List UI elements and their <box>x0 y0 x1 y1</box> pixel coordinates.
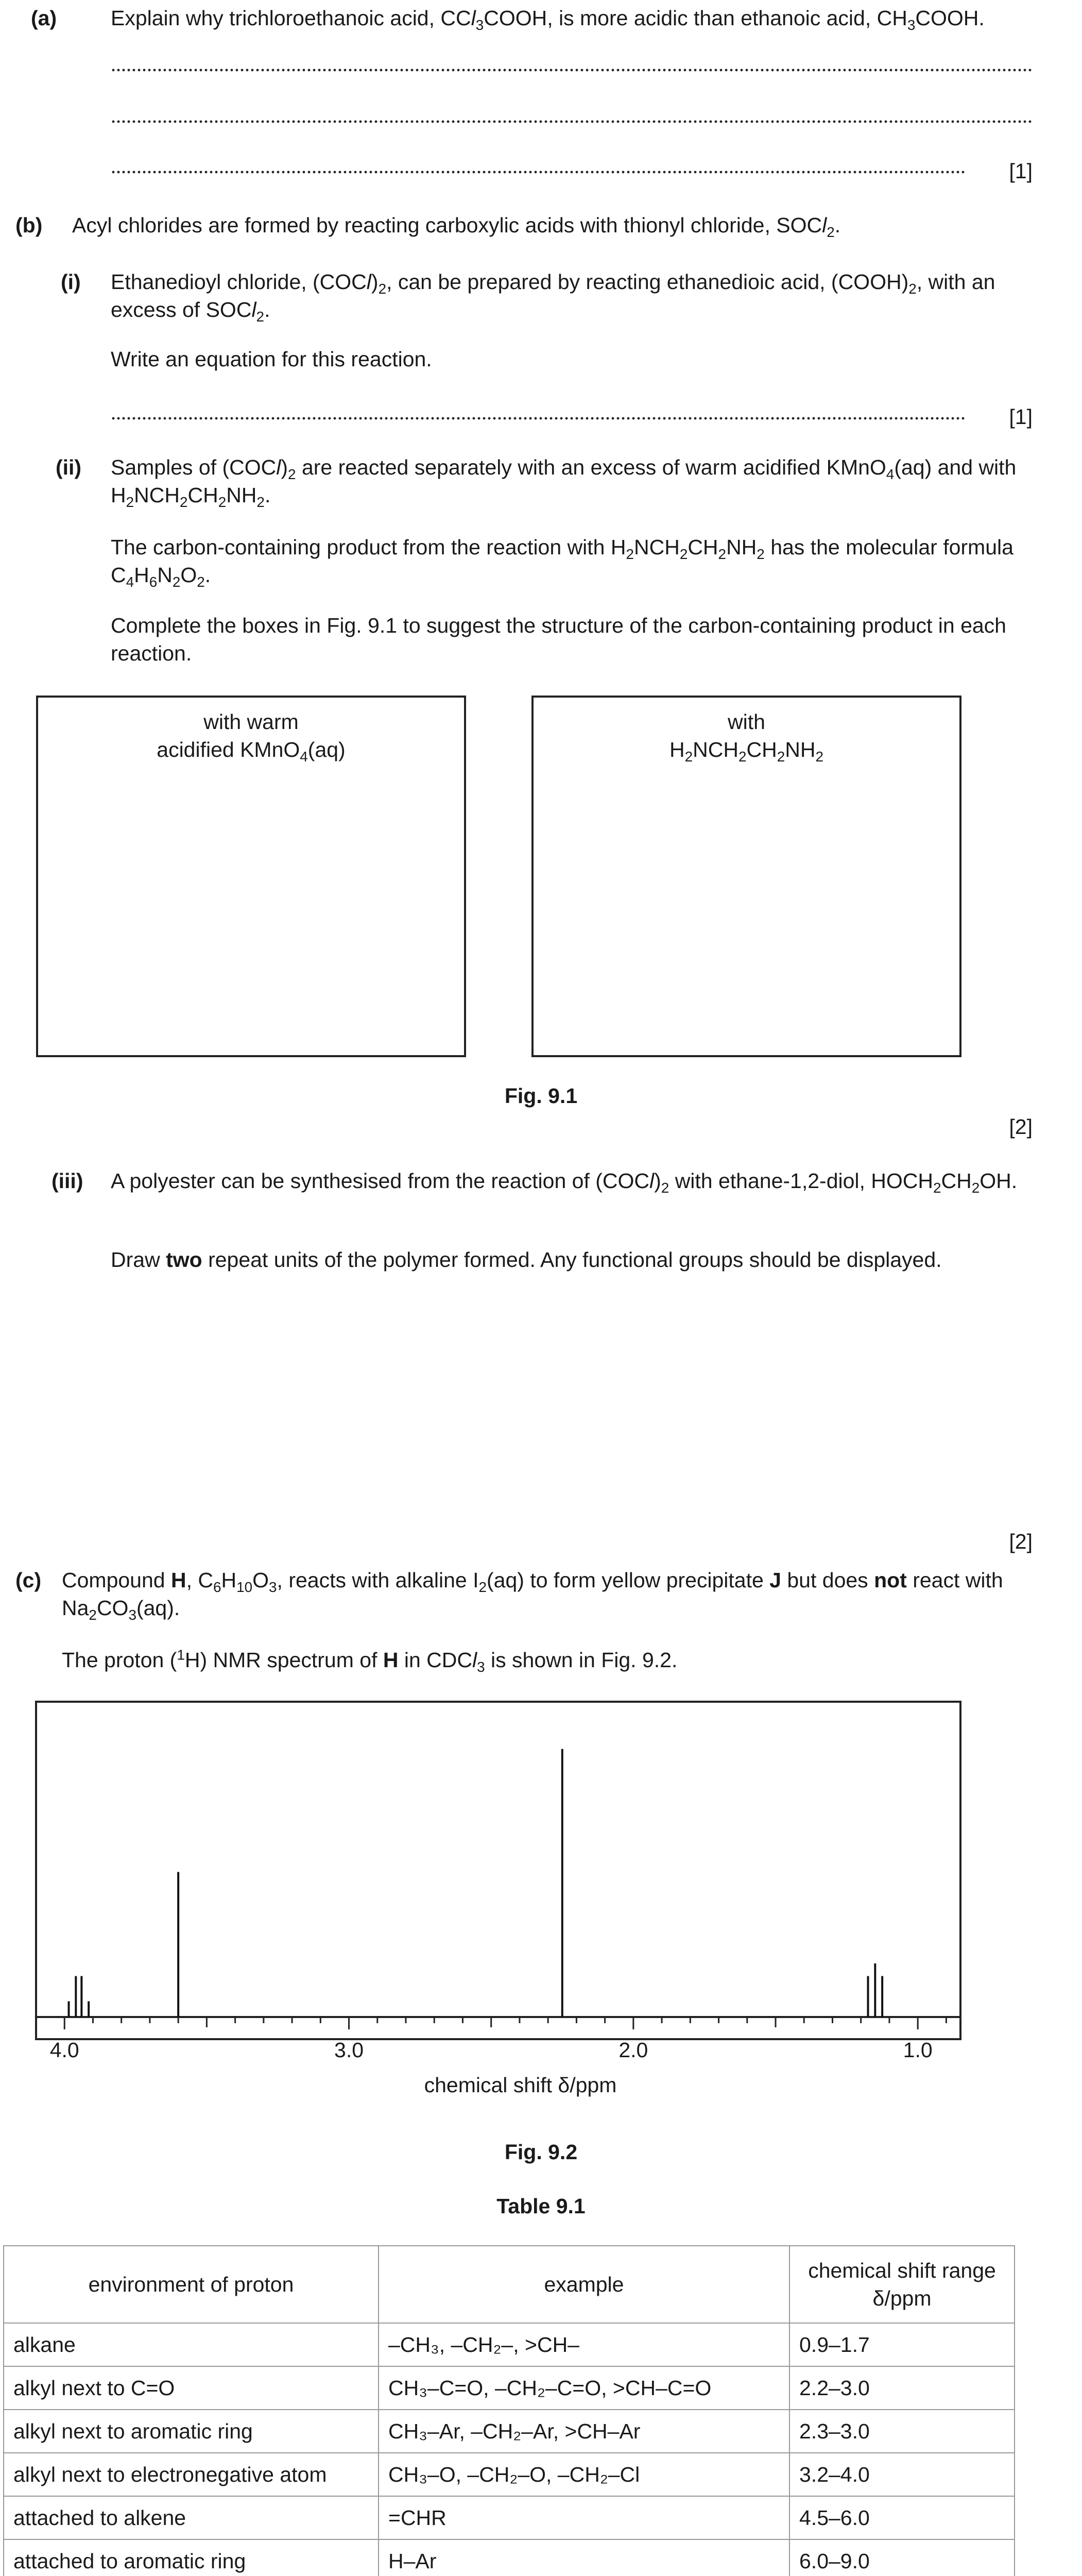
emphasis-two: two <box>166 1248 202 1272</box>
table1-cell-shift: 3.2–4.0 <box>789 2453 1015 2496</box>
part-b-iii-label: (iii) <box>51 1169 83 1193</box>
part-a-label: (a) <box>31 6 57 30</box>
table1-row <box>4 2410 1015 2453</box>
table1-cell-example: =CHR <box>379 2496 789 2539</box>
box-kmno4-line2: acidified KMnO$_4$(aq) <box>157 738 346 765</box>
part-b-label: (b) <box>15 213 43 237</box>
part-b-intro: Acyl chlorides are formed by reacting carboxylic acids with thionyl chloride, SOCl$_2$. <box>72 213 841 241</box>
part-b-i-mark: [1] <box>1009 405 1033 429</box>
part-b-ii-text3: Complete the boxes in Fig. 9.1 to suggest the structure of the carbon-containing product in each reaction. <box>111 614 1006 666</box>
table1-cell-example: –CH₃, –CH₂–, >CH– <box>379 2323 789 2366</box>
part-b-ii-text2: The carbon-containing product from the reaction with $H_2NCH_2CH_2NH_2$ has the molecular formula $C_4H_6N_2O_2$. <box>111 535 1014 590</box>
answer-line[interactable] <box>111 416 966 420</box>
table1-row <box>4 2323 1015 2366</box>
part-b-ii-mark: [2] <box>1009 1115 1033 1139</box>
table1-row <box>4 2366 1015 2410</box>
table1-cell-shift: 0.9–1.7 <box>789 2323 1015 2366</box>
part-b-iii-text1: A polyester can be synthesised from the reaction of $(COCl)_2$ with ethane-1,2-diol, $HOCH_2CH_2OH$. <box>111 1169 1018 1196</box>
answer-box-diamine[interactable] <box>531 696 961 1057</box>
part-a-mark: [1] <box>1009 159 1033 183</box>
spectrum-axis <box>50 2017 947 2062</box>
table1-cell-example: CH₃–C=O, –CH₂–C=O, >CH–C=O <box>379 2366 789 2410</box>
table1-cell-shift: 6.0–9.0 <box>789 2539 1015 2576</box>
table1-cell-environment: alkyl next to C=O <box>4 2366 379 2410</box>
x-tick-label: 1.0 <box>903 2038 933 2062</box>
fig-9-2-caption: Fig. 9.2 <box>504 2140 578 2164</box>
table1-cell-shift: 2.3–3.0 <box>789 2410 1015 2453</box>
part-c-text1: Compound H, $C_6H_{10}O_3$, reacts with alkaline $I_2(aq)$ to form yellow precipitate J but does not react with $Na_2CO_3(aq)$. <box>62 1568 1003 1623</box>
part-c-text2: The proton ($^1$H) NMR spectrum of H in CDCl$_3$ is shown in Fig. 9.2. <box>62 1647 678 1675</box>
fig-9-1-caption: Fig. 9.1 <box>504 1084 578 1108</box>
spectrum-peaks <box>69 1749 883 2017</box>
nmr-x-axis-label: chemical shift δ/ppm <box>424 2073 617 2097</box>
x-tick-label: 4.0 <box>49 2038 79 2062</box>
part-b-iii-mark: [2] <box>1009 1530 1033 1553</box>
part-b-iii-text2: Draw two repeat units of the polymer formed. Any functional groups should be displayed. <box>111 1248 942 1272</box>
box-diamine-line1: with <box>728 710 765 734</box>
x-tick-label: 2.0 <box>619 2038 648 2062</box>
answer-line[interactable] <box>111 170 966 174</box>
table1-cell-shift: 2.2–3.0 <box>789 2366 1015 2410</box>
part-c-label: (c) <box>15 1568 42 1592</box>
table1-row <box>4 2453 1015 2496</box>
box-diamine-line2: $H_2NCH_2CH_2NH_2$ <box>669 738 823 765</box>
table1-cell-environment: attached to aromatic ring <box>4 2539 379 2576</box>
table-9-1-title: Table 9.1 <box>496 2194 586 2218</box>
table1-cell-environment: attached to alkene <box>4 2496 379 2539</box>
part-b-ii-label: (ii) <box>56 455 82 479</box>
part-a-question: Explain why trichloroethanoic acid, CCl$_3$COOH, is more acidic than ethanoic acid, $CH_3COOH$. <box>111 6 985 33</box>
spectrum-frame <box>36 1702 960 2039</box>
x-tick-label: 3.0 <box>334 2038 364 2062</box>
answer-line[interactable] <box>111 68 1033 72</box>
table1-header-example: example <box>379 2246 789 2323</box>
table1-header-environment: environment of proton <box>4 2246 379 2323</box>
drawing-area[interactable] <box>111 1288 1033 1515</box>
part-b-ii-text1: Samples of $(COCl)_2$ are reacted separately with an excess of warm acidified KMnO$_4$(aq) and with $H_2NCH_2CH_2NH_2$. <box>111 455 1017 511</box>
answer-line[interactable] <box>111 120 1033 124</box>
table1-cell-environment: alkyl next to electronegative atom <box>4 2453 379 2496</box>
table1-cell-example: CH₃–O, –CH₂–O, –CH₂–Cl <box>379 2453 789 2496</box>
table1-header-shift: chemical shift range δ/ppm <box>789 2246 1015 2323</box>
table1-cell-example: CH₃–Ar, –CH₂–Ar, >CH–Ar <box>379 2410 789 2453</box>
table-9-1 <box>3 2245 1015 2576</box>
table1-cell-environment: alkyl next to aromatic ring <box>4 2410 379 2453</box>
box-kmno4-line1: with warm <box>203 710 299 734</box>
table1-cell-shift: 4.5–6.0 <box>789 2496 1015 2539</box>
part-b-i-label: (i) <box>61 270 81 294</box>
part-b-i-text2: Write an equation for this reaction. <box>111 347 432 371</box>
box-diamine-heading <box>534 708 959 764</box>
table1-row <box>4 2496 1015 2539</box>
table1-cell-environment: alkane <box>4 2323 379 2366</box>
part-b-i-text1: Ethanedioyl chloride, $(COCl)_2$, can be prepared by reacting ethanedioic acid, $(COOH)_2$, with an excess of SOCl$_2$. <box>111 270 995 325</box>
box-kmno4-heading <box>38 708 464 764</box>
answer-box-kmno4[interactable] <box>36 696 466 1057</box>
table1-cell-example: H–Ar <box>379 2539 789 2576</box>
table1-row <box>4 2539 1015 2576</box>
